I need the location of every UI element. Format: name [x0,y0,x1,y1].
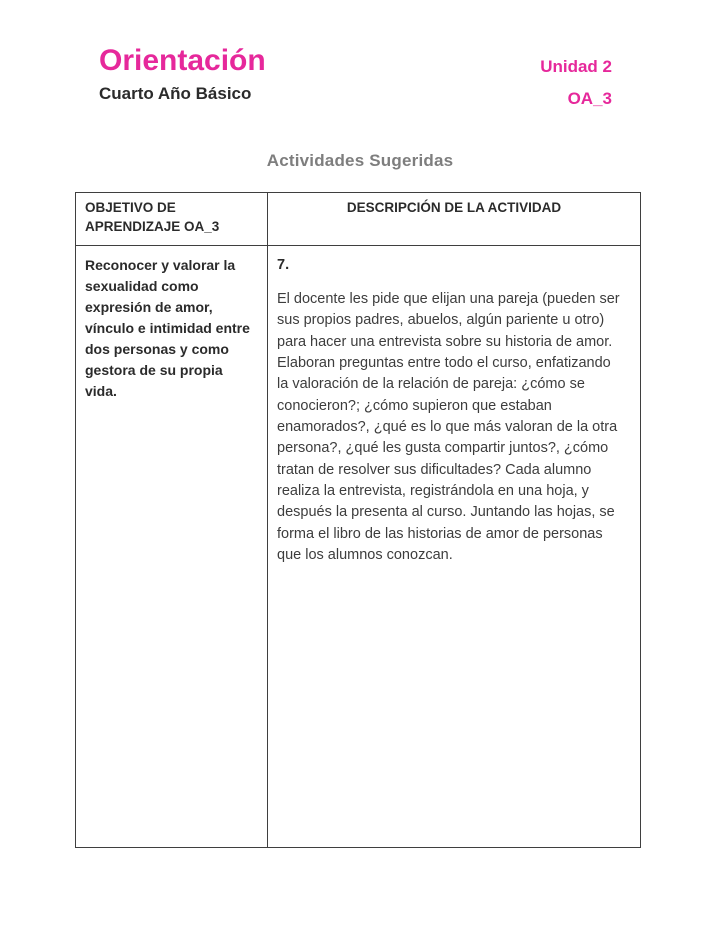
oa-label: OA_3 [567,89,612,108]
grade-subtitle: Cuarto Año Básico [99,83,252,103]
objective-cell: Reconocer y valorar la sexualidad como expresión de amor, vínculo e intimidad entre dos personas y como gestora de su propia vida. [76,246,268,847]
activity-cell [268,246,640,847]
activity-number: 7. [277,256,290,273]
header-right [540,44,612,109]
column-header-objective: OBJETIVO DE APRENDIZAJE OA_3 [76,193,268,246]
document-header [0,0,720,109]
column-header-description: DESCRIPCIÓN DE LA ACTIVIDAD [268,193,640,246]
activities-table [75,192,641,848]
section-title: Actividades Sugeridas [266,151,454,170]
subject-title: Orientación [99,44,266,77]
unit-label: Unidad 2 [540,57,612,76]
header-left [99,44,266,109]
activity-text: El docente les pide que elijan una pareja (pueden ser sus propios padres, abuelos, algún pariente u otro) para hacer una entrevista sobre su historia de amor. Elaboran preguntas entre todo el curso, enfatizando la valoración de la relación de pareja: ¿cómo se conocieron?; ¿cómo supieron que estaban enamorados?, ¿qué es lo que más valoran de la otra persona?, ¿qué les gusta compartir juntos?, ¿cómo tratan de resolver sus dificultades? Cada alumno realiza la entrevista, registrándola en una hoja, y después la presenta al curso. Juntando las hojas, se forma el libro de las historias de amor de personas que los alumnos conozcan. [277,291,620,563]
